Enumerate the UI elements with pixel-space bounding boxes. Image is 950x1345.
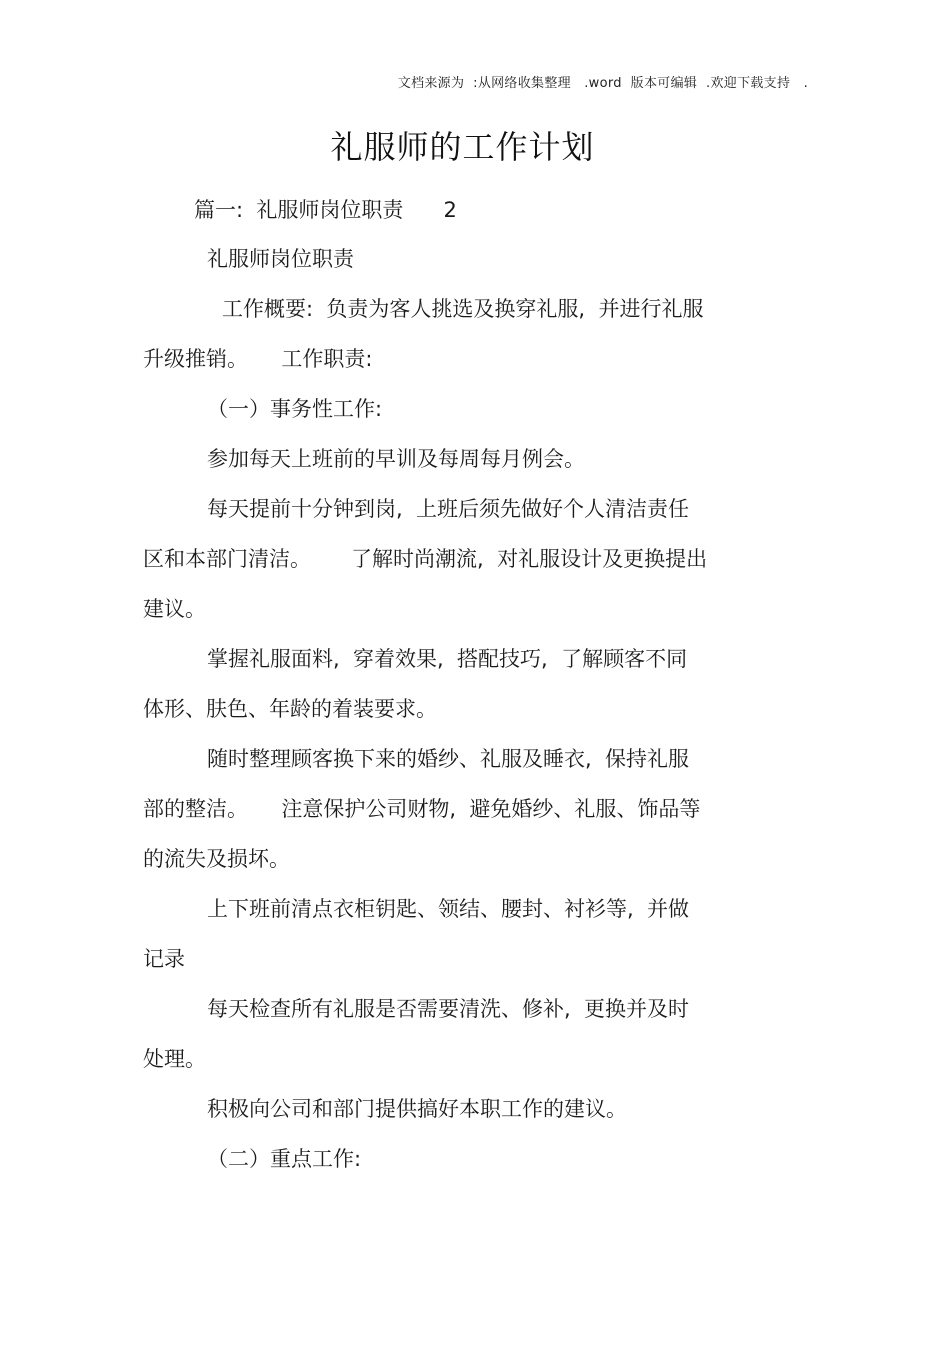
paragraph-line: 升级推销。 工作职责: <box>143 347 373 371</box>
paragraph-line: 的流失及损坏。 <box>143 847 290 871</box>
paragraph-line: 工作概要: 负责为客人挑选及换穿礼服, 并进行礼服 <box>222 297 704 321</box>
paragraph-line: 上下班前清点衣柜钥匙、领结、腰封、衬衫等, 并做 <box>207 897 690 921</box>
paragraph-line: 体形、肤色、年龄的着装要求。 <box>143 697 437 721</box>
paragraph-line: 积极向公司和部门提供搞好本职工作的建议。 <box>207 1097 627 1121</box>
paragraph-line: 区和本部门清洁。 了解时尚潮流, 对礼服设计及更换提出 <box>143 547 708 571</box>
section-heading-1: 篇一: 礼服师岗位职责 2 <box>194 198 457 222</box>
paragraph-line: 参加每天上班前的早训及每周每月例会。 <box>207 447 585 471</box>
paragraph-line: 随时整理顾客换下来的婚纱、礼服及睡衣, 保持礼服 <box>207 747 690 771</box>
paragraph-line: 部的整洁。 注意保护公司财物, 避免婚纱、礼服、饰品等 <box>143 797 701 821</box>
header-source-note: 文档来源为 :从网络收集整理 .word 版本可编辑 .欢迎下载支持 . <box>397 76 808 91</box>
paragraph-line: 处理。 <box>143 1047 206 1071</box>
subheading-job-duties: 礼服师岗位职责 <box>207 247 354 271</box>
subheading-key-work: （二）重点工作: <box>207 1147 362 1171</box>
document-title: 礼服师的工作计划 <box>330 128 595 166</box>
paragraph-line: 每天检查所有礼服是否需要清洗、修补, 更换并及时 <box>207 997 690 1021</box>
paragraph-line: 每天提前十分钟到岗, 上班后须先做好个人清洁责任 <box>207 497 690 521</box>
paragraph-line: 掌握礼服面料, 穿着效果, 搭配技巧, 了解顾客不同 <box>207 647 688 671</box>
subheading-routine-work: （一）事务性工作: <box>207 397 383 421</box>
paragraph-line: 建议。 <box>143 597 206 621</box>
paragraph-line: 记录 <box>143 947 185 971</box>
